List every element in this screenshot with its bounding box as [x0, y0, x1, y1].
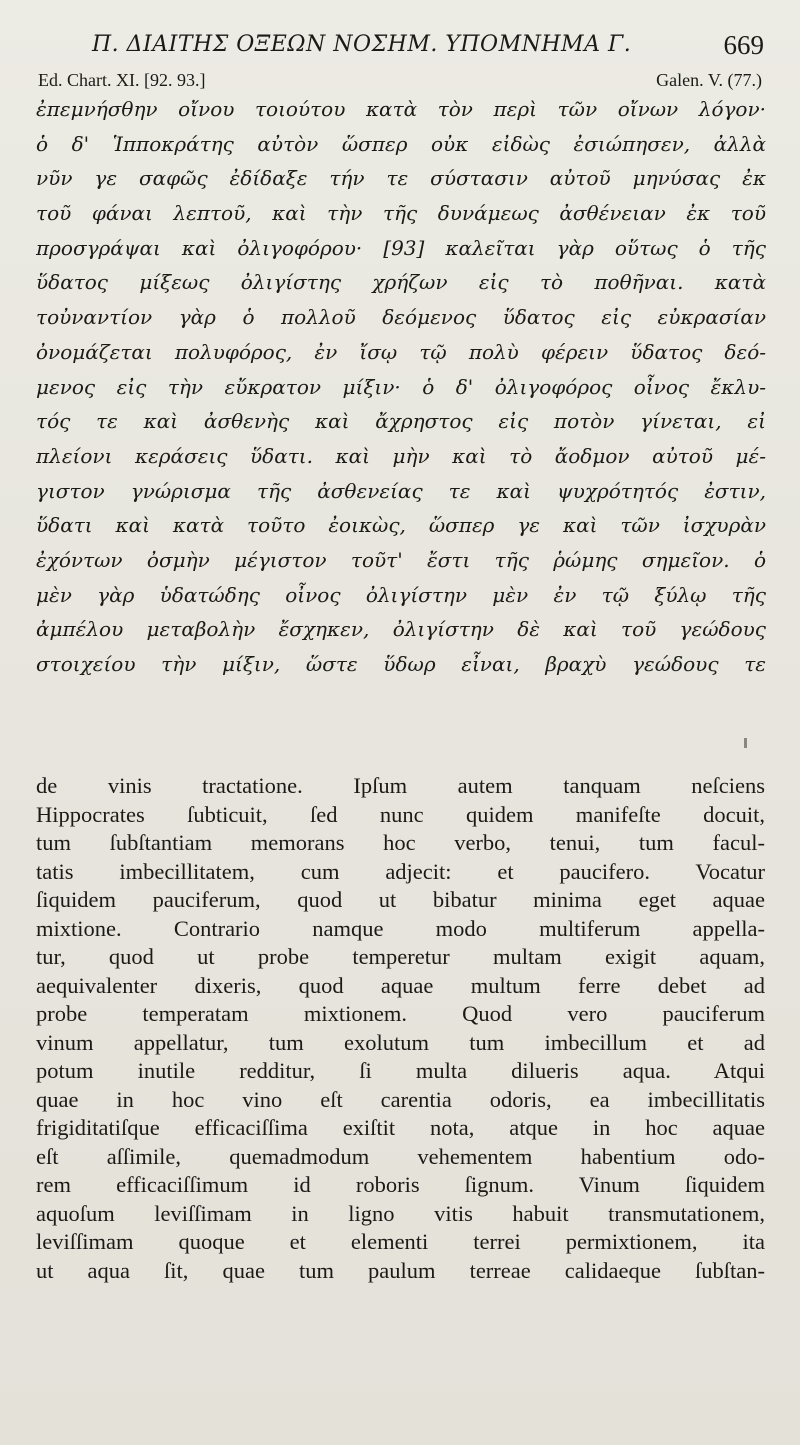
- latin-text-line: de vinis tractatione. Ipſum autem tanquam neſciens: [36, 773, 765, 798]
- latin-text-block: [36, 772, 765, 1285]
- latin-text-line: Hippocrates ſubticuit, ſed nunc quidem manifeſte docuit,: [36, 801, 765, 827]
- page-number: 669: [723, 30, 764, 60]
- greek-text-line: ἐπεμνήσθην οἴνου τοιούτου κατὰ τὸν περὶ τῶν οἴνων λόγον·: [36, 97, 766, 121]
- latin-text-line: leviſſimam quoque et elementi terrei permixtionem, ita: [36, 1229, 765, 1254]
- latin-text-line: probe temperatam mixtionem. Quod vero pauciferum: [36, 1001, 765, 1026]
- latin-text-line: ut aqua ſit, quae tum paulum terreae calidaeque ſubſtan-: [36, 1257, 765, 1283]
- greek-text-line: προσγράψαι καὶ ὀλιγοφόρου· [93] καλεῖται γὰρ οὕτως ὁ τῆς: [36, 235, 766, 260]
- latin-text-line: aequivalenter dixeris, quod aquae multum ferre debet ad: [36, 972, 765, 998]
- greek-text-line: μενος εἰς τὴν εὔκρατον μίξιν· ὁ δ' ὀλιγοφόρος οἶνος ἔκλυ-: [36, 374, 766, 399]
- print-mark: [744, 738, 747, 748]
- greek-text-line: τοὐναντίον γὰρ ὁ πολλοῦ δεόμενος ὕδατος εἰς εὐκρασίαν: [36, 305, 766, 330]
- latin-text-line: potum inutile redditur, ſi multa dilueris aqua. Atqui: [36, 1058, 765, 1083]
- greek-text-block: [36, 92, 766, 682]
- greek-text-line: τοῦ φάναι λεπτοῦ, καὶ τὴν τῆς δυνάμεως ἀσθένειαν ἐκ τοῦ: [36, 201, 766, 226]
- galen-reference: Galen. V. (77.): [656, 70, 762, 90]
- greek-text-line: τός τε καὶ ἀσθενὴς καὶ ἄχρηστος εἰς ποτὸν γίνεται, εἰ: [36, 409, 766, 434]
- greek-text-line: ἀμπέλου μεταβολὴν ἔσχηκεν, ὀλιγίστην δὲ καὶ τοῦ γεώδους: [36, 617, 766, 642]
- greek-text-line: ὕδατος μίξεως ὀλιγίστης χρήζων εἰς τὸ ποθῆναι. κατὰ: [36, 270, 766, 295]
- running-title: Π. ΔΙΑΙΤΗΣ ΟΞΕΩΝ ΝΟΣΗΜ. ΥΠΟΜΝΗΜΑ Γ.: [92, 32, 632, 57]
- latin-text-line: tum ſubſtantiam memorans hoc verbo, tenui, tum facul-: [36, 830, 765, 855]
- latin-text-line: mixtione. Contrario namque modo multiferum appella-: [36, 915, 765, 941]
- greek-text-line: ὁ δ' Ἱπποκράτης αὐτὸν ὥσπερ οὐκ εἰδὼς ἐσιώπησεν, ἀλλὰ: [36, 131, 766, 156]
- edition-reference: Ed. Chart. XI. [92. 93.]: [38, 70, 206, 90]
- latin-text-line: vinum appellatur, tum exolutum tum imbecillum et ad: [36, 1029, 765, 1055]
- latin-text-line: aquoſum leviſſimam in ligno vitis habuit transmutationem,: [36, 1200, 765, 1226]
- greek-text-line: στοιχείου τὴν μίξιν, ὥστε ὕδωρ εἶναι, βραχὺ γεώδους τε: [36, 652, 766, 676]
- greek-text-line: ἐχόντων ὀσμὴν μέγιστον τοῦτ' ἔστι τῆς ῥώμης σημεῖον. ὁ: [36, 547, 766, 572]
- latin-text-line: frigiditatiſque efficaciſſima exiſtit nota, atque in hoc aquae: [36, 1115, 765, 1140]
- latin-text-line: tur, quod ut probe temperetur multam exigit aquam,: [36, 944, 765, 969]
- greek-text-line: ὕδατι καὶ κατὰ τοῦτο ἐοικὼς, ὥσπερ γε καὶ τῶν ἰσχυρὰν: [36, 513, 766, 538]
- greek-text-line: νῦν γε σαφῶς ἐδίδαξε τήν τε σύστασιν αὐτοῦ μηνύσας ἐκ: [36, 166, 766, 191]
- latin-text-line: rem efficaciſſimum id roboris ſignum. Vinum ſiquidem: [36, 1172, 765, 1197]
- latin-text-line: ſiquidem pauciferum, quod ut bibatur minima eget aquae: [36, 887, 765, 912]
- greek-text-line: μὲν γὰρ ὑδατώδης οἶνος ὀλιγίστην μὲν ἐν τῷ ξύλῳ τῆς: [36, 582, 766, 607]
- latin-text-line: tatis imbecillitatem, cum adjecit: et paucifero. Vocatur: [36, 858, 765, 884]
- latin-text-line: quae in hoc vino eſt carentia odoris, ea imbecillitatis: [36, 1086, 765, 1112]
- greek-text-line: πλείονι κεράσεις ὕδατι. καὶ μὴν καὶ τὸ ἄοδμον αὐτοῦ μέ-: [36, 443, 766, 468]
- latin-text-line: eſt aſſimile, quemadmodum vehementem habentium odo-: [36, 1143, 765, 1169]
- greek-text-line: ὀνομάζεται πολυφόρος, ἐν ἴσῳ τῷ πολὺ φέρειν ὕδατος δεό-: [36, 339, 766, 364]
- greek-text-line: γιστον γνώρισμα τῆς ἀσθενείας τε καὶ ψυχρότητός ἐστιν,: [36, 478, 766, 503]
